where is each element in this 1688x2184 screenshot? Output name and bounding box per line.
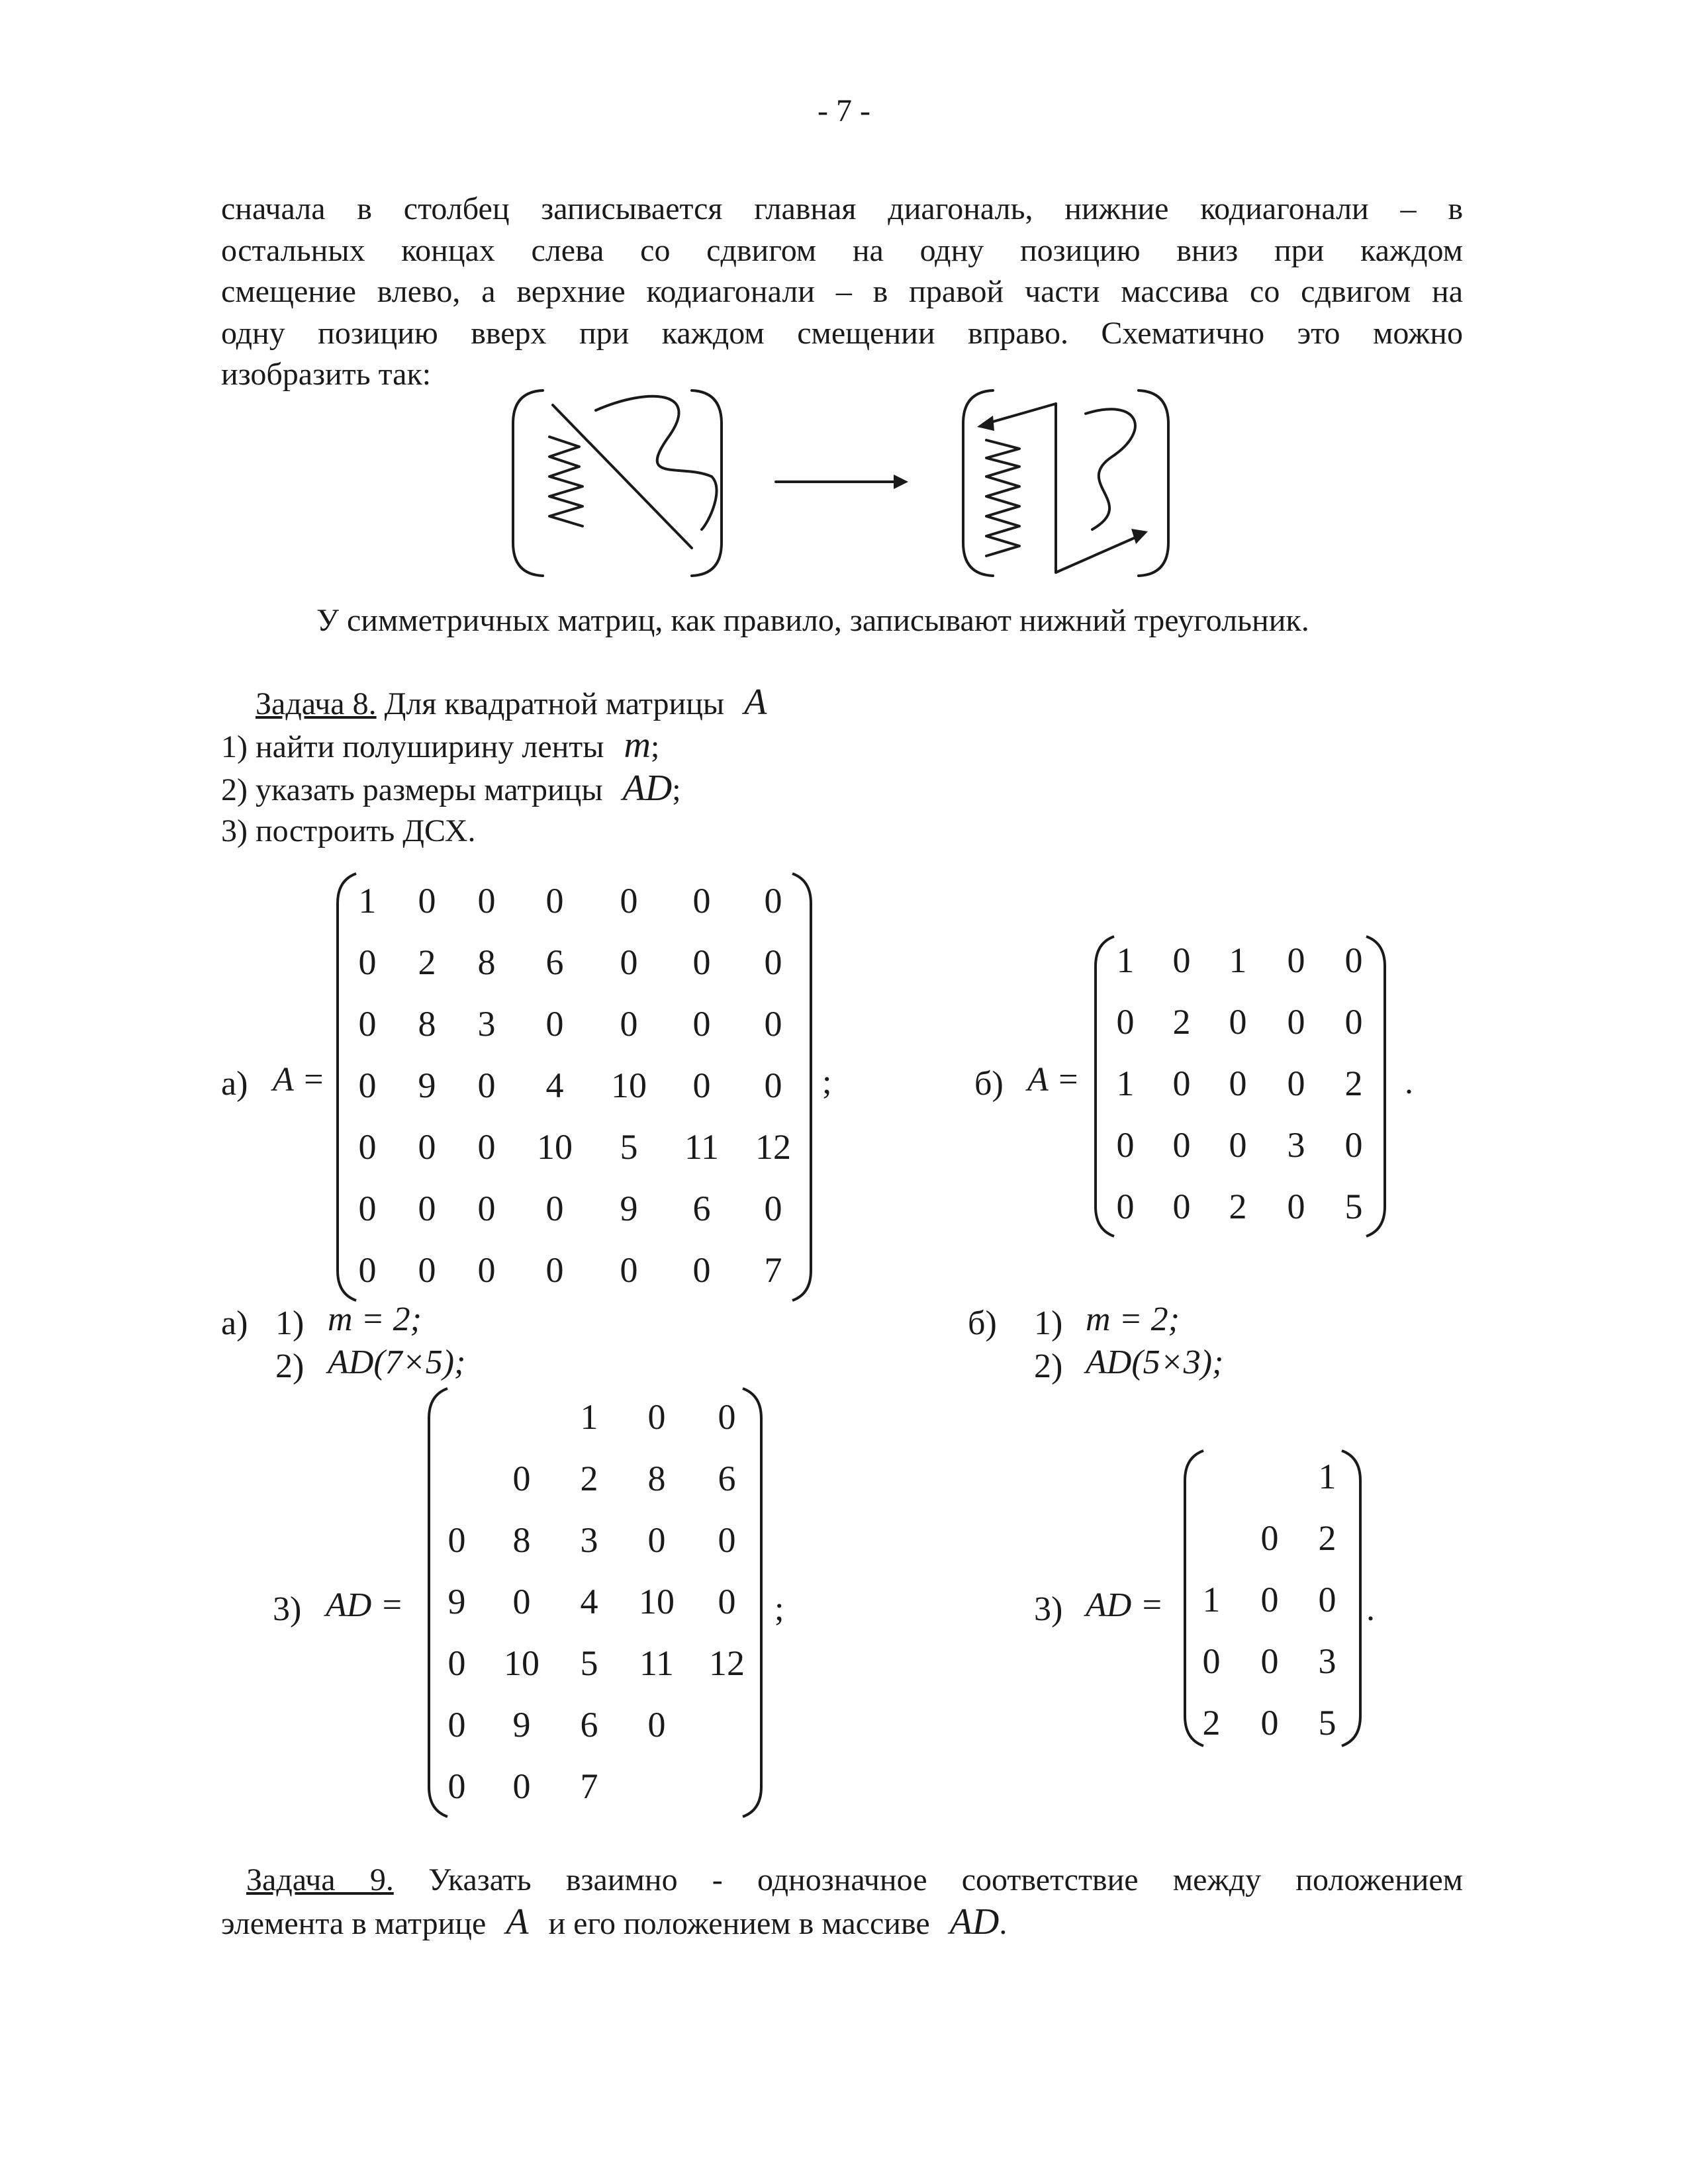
task9-line2-a: элемента в матрице [221,1906,487,1941]
left-bracket [963,390,993,576]
matrix-a-cell: 0 [545,1189,564,1228]
matrix-a-cell: 0 [418,1250,436,1290]
matrix-b-end: . [1405,1064,1413,1101]
matrix-a-cell: 0 [545,1250,564,1290]
task8-item-num: 3) [221,813,248,848]
intro-line: сначала в столбец записывается главная диагональ, нижние кодиагонали – в [221,191,1463,226]
matrix-b-cell: 0 [1344,1125,1363,1165]
dsx-a-cell: 0 [512,1459,531,1498]
matrix-a-cell: 2 [418,942,436,982]
task8 [221,682,767,852]
matrix-a-cell: 0 [358,942,377,982]
matrix-b-cell: 0 [1116,1002,1135,1042]
matrix-a-cell: 6 [545,942,564,982]
matrix-b-cell: 0 [1287,1002,1305,1042]
matrix-b-cell: 1 [1116,1064,1135,1103]
page-number: - 7 - [818,93,870,128]
answer-a-ad-num: 2) [275,1347,305,1385]
intro-line: остальных концах слева со сдвигом на одну позицию вниз при каждом [221,232,1463,268]
dsx-b-cell: 0 [1260,1703,1279,1743]
lower-zigzag [549,437,583,526]
matrix-a-cell: 0 [692,942,711,982]
matrix-a-label: а) [221,1065,248,1103]
matrix-a-cell: 0 [477,881,496,921]
task8-title: Задача 8. [256,686,377,721]
dsx-b-cell: 2 [1318,1518,1336,1558]
task8-item-text: найти полуширину ленты [255,729,604,764]
matrix-a-cell: 0 [358,1127,377,1167]
matrix-a-cell: 0 [620,1250,638,1290]
matrix-a-cell: 0 [477,1250,496,1290]
answer-b-m-num: 1) [1034,1304,1063,1342]
matrix-b-cell: 0 [1287,1064,1305,1103]
matrix-a-cell: 0 [418,1189,436,1228]
task9 [246,1860,1463,1901]
answer-a-label: а) [221,1304,248,1342]
matrix-b-cell: 0 [1116,1125,1135,1165]
dsx-b-num: 3) [1034,1590,1063,1628]
dsx-b-cell: 0 [1260,1580,1279,1619]
dsx-b-cell: 1 [1202,1580,1221,1619]
task8-var: A [744,682,767,723]
dsx-b-cell: 0 [1260,1641,1279,1681]
task8-item-text: построить ДСХ. [255,813,476,848]
matrix-a-cell: 0 [692,1066,711,1105]
matrix-a-cell: 0 [545,881,564,921]
dsx-a-cell: 0 [718,1397,736,1437]
task9-line1 [246,1860,1463,1901]
matrix-b-lhs: A = [1027,1061,1080,1099]
matrix-a-cell: 0 [692,881,711,921]
dsx-a-cell: 0 [718,1582,736,1621]
task9-title: Задача 9. [246,1862,394,1897]
dsx-a-cell: 0 [718,1520,736,1560]
dsx-a-cell: 0 [447,1520,466,1560]
answer-b-label: б) [968,1304,997,1342]
matrix-a-cell: 0 [358,1189,377,1228]
dsx-a-lhs: AD = [326,1586,404,1624]
intro-line: смещение влево, а верхние кодиагонали – в правой части массива со сдвигом на [221,274,1463,309]
matrix-a-cell: 0 [764,1066,782,1105]
matrix-a-cell: 0 [418,881,436,921]
matrix-a-cell: 0 [764,881,782,921]
answer-b-ad: AD(5×3); [1086,1343,1224,1381]
matrix-b-label: б) [974,1065,1004,1103]
task9-var-ad: AD [949,1901,1000,1942]
dsx-b-end: . [1366,1590,1375,1628]
dsx-a-cell: 11 [639,1643,674,1683]
matrix-b-cell: 3 [1287,1125,1305,1165]
matrix-a-cell: 10 [537,1127,573,1167]
answer-a-m-num: 1) [275,1304,305,1342]
matrix-a-cell: 3 [477,1004,496,1044]
task9-line2 [221,1901,1007,1943]
task8-item-num: 1) [221,729,248,764]
dsx-a-cell: 0 [447,1643,466,1683]
intro-paragraph [221,189,1463,396]
main-diagonal [553,405,692,548]
dsx-a-cell: 4 [580,1582,598,1621]
matrix-a-cell: 0 [358,1004,377,1044]
matrix-b-cell: 0 [1229,1064,1247,1103]
matrix-a-end: ; [822,1064,832,1101]
dsx-a-num: 3) [273,1590,302,1628]
upper-arrow-line [986,404,1056,424]
task8-item-end: ; [672,772,681,807]
matrix-a-cell: 11 [684,1127,719,1167]
matrix-b-cell: 0 [1172,1187,1191,1226]
dsx-a-cell: 0 [447,1705,466,1745]
dsx-b-cell: 3 [1318,1641,1336,1681]
dsx-a-cell: 0 [512,1766,531,1806]
answer-b-ad-num: 2) [1034,1347,1063,1385]
dsx-a-cell: 2 [580,1459,598,1498]
matrix-a-cell: 0 [764,942,782,982]
dsx-a-cell: 12 [709,1643,745,1683]
matrix-b-cell: 0 [1287,940,1305,980]
dsx-b-cell: 0 [1260,1518,1279,1558]
matrix-a-cell: 10 [611,1066,647,1105]
dsx-a-cell: 0 [512,1582,531,1621]
matrix-a-cell: 0 [477,1127,496,1167]
matrix-a-cell: 8 [477,942,496,982]
dsx-a-cell: 9 [447,1582,466,1621]
matrix-a-cell: 12 [755,1127,791,1167]
dsx-b-cell: 5 [1318,1703,1336,1743]
matrix-a-cell: 0 [620,881,638,921]
dsx-b-lhs: AD = [1086,1586,1164,1624]
matrix-a-cell: 0 [620,942,638,982]
matrix-a-cell: 0 [692,1004,711,1044]
left-bracket [513,390,543,576]
task8-text: Для квадратной матрицы [384,686,725,721]
matrix-a-cell: 0 [764,1189,782,1228]
matrix-a-cell: 0 [358,1250,377,1290]
matrix-a-cell: 9 [418,1066,436,1105]
matrix-b-cell: 0 [1172,1064,1191,1103]
intro-line: изобразить так: [221,357,432,392]
matrix-b-cell: 0 [1172,940,1191,980]
matrix-a-cell: 0 [477,1189,496,1228]
upper-wave [1086,409,1135,529]
dsx-b-cell: 2 [1202,1703,1221,1743]
matrix-b-cell: 2 [1344,1064,1363,1103]
dsx-a-cell: 10 [639,1582,675,1621]
task8-item-math: AD [622,768,673,809]
matrix-b-cell: 0 [1287,1187,1305,1226]
matrix-a-cell: 4 [545,1066,564,1105]
matrix-a-lhs: A = [273,1061,325,1099]
right-bracket [1139,390,1168,576]
matrix-a-cell: 8 [418,1004,436,1044]
matrix-a-cell: 0 [620,1004,638,1044]
matrix-b-cell: 2 [1229,1187,1247,1226]
dsx-a-cell: 0 [647,1705,666,1745]
dsx-a-cell: 0 [447,1766,466,1806]
dsx-b-cell: 1 [1318,1457,1336,1496]
matrix-b-cell: 2 [1172,1002,1191,1042]
matrix-a-cell: 1 [358,881,377,921]
dsx-a-cell: 7 [580,1766,598,1806]
dsx-a-cell: 8 [512,1520,531,1560]
task8-item-num: 2) [221,772,248,807]
lower-zigzag [986,440,1019,556]
task9-line1-text: Указать взаимно - однозначное соответствие между положением [428,1862,1464,1897]
dsx-b-cell: 0 [1318,1580,1336,1619]
dsx-a-cell: 0 [647,1397,666,1437]
lower-arrow-line [1056,536,1139,572]
task8-item-text: указать размеры матрицы [255,772,603,807]
matrix-b-cell: 5 [1344,1187,1363,1226]
matrix-a-cell: 0 [418,1127,436,1167]
dsx-a-cell: 8 [647,1459,666,1498]
dsx-a-cell: 9 [512,1705,531,1745]
matrix-a-cell: 6 [692,1189,711,1228]
matrix-a-cell: 7 [764,1250,782,1290]
dsx-a-cell: 6 [580,1705,598,1745]
dsx-a-cell: 6 [718,1459,736,1498]
matrix-b-cell: 0 [1172,1125,1191,1165]
matrix-b-cell: 0 [1116,1187,1135,1226]
answer-b-m: m = 2; [1086,1300,1180,1338]
matrix-a-cell: 0 [692,1250,711,1290]
task9-line2-b: и его положением в массиве [548,1906,930,1941]
task9-var-a: A [506,1901,529,1942]
upper-wave [596,396,717,529]
dsx-a-cell: 1 [580,1397,598,1437]
matrix-b-cell: 0 [1344,940,1363,980]
matrix-b-cell: 0 [1229,1002,1247,1042]
dsx-a-cell: 0 [647,1520,666,1560]
dsx-a-cell: 5 [580,1643,598,1683]
dsx-a-end: ; [774,1590,784,1628]
matrix-a-cell: 9 [620,1189,638,1228]
dsx-a-cell: 3 [580,1520,598,1560]
right-bracket [692,390,722,576]
matrix-a-cell: 0 [764,1004,782,1044]
matrix-b-cell: 0 [1344,1002,1363,1042]
matrix-b-cell: 1 [1116,940,1135,980]
matrix-b-cell: 0 [1229,1125,1247,1165]
dsx-b-cell: 0 [1202,1641,1221,1681]
task8-item-end: ; [650,729,660,764]
dsx-a-cell: 10 [504,1643,539,1683]
matrix-b-cell: 1 [1229,940,1247,980]
answer-a-m: m = 2; [328,1300,422,1338]
answer-a-ad: AD(7×5); [328,1343,466,1381]
intro-line: одну позицию вверх при каждом смещении вправо. Схематично это можно [221,315,1463,351]
matrix-a-cell: 0 [477,1066,496,1105]
matrix-a-cell: 5 [620,1127,638,1167]
symmetric-note: У симметричных матриц, как правило, записывают нижний треугольник. [316,603,1309,638]
task8-item-math: m [624,725,651,766]
task9-end: . [999,1906,1008,1941]
matrix-a-cell: 0 [545,1004,564,1044]
matrix-a-cell: 0 [358,1066,377,1105]
